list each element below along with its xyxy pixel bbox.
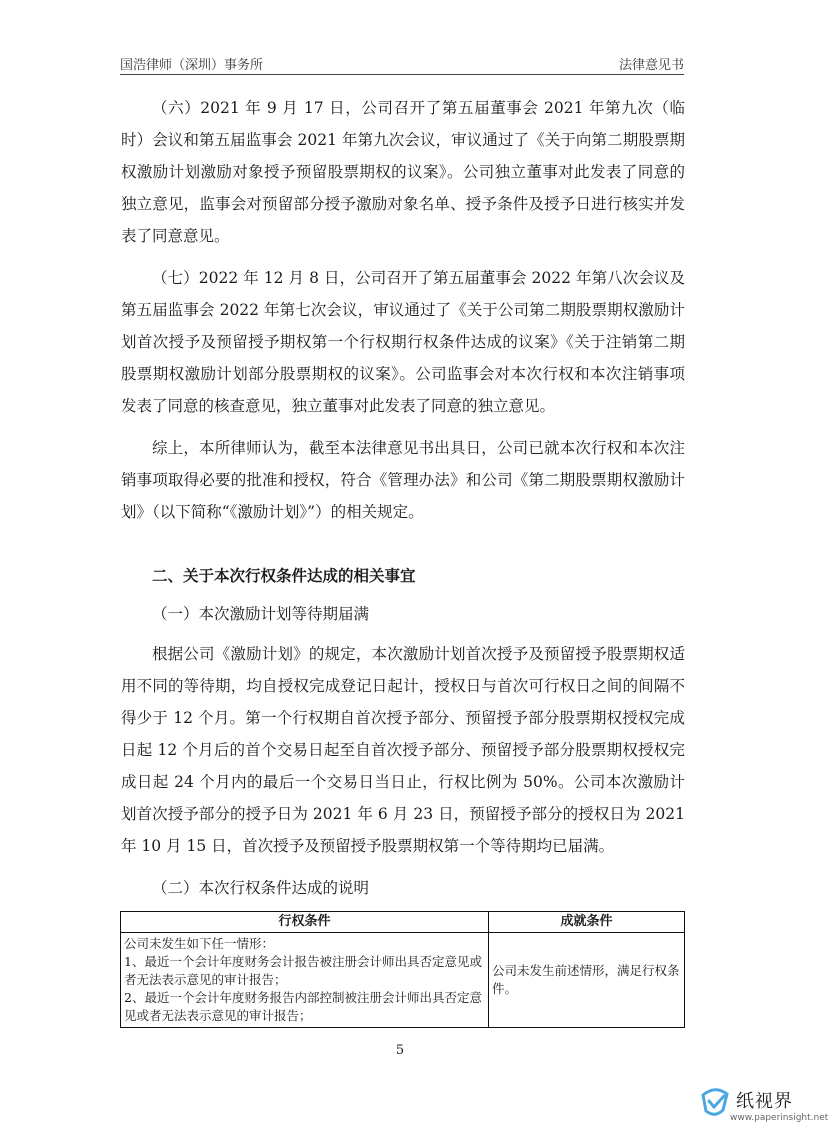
- exercise-conditions-table: [120, 911, 685, 1028]
- table-header-row: [121, 912, 685, 933]
- section-2-heading: 二、关于本次行权条件达成的相关事宜: [152, 567, 416, 585]
- table-row: [121, 933, 685, 1028]
- condition-line: 公司未发生如下任一情形：: [124, 936, 275, 951]
- watermark-url: www.paperinsight.net: [730, 1113, 828, 1123]
- subsection-1-heading: （一）本次激励计划等待期届满: [152, 605, 370, 623]
- paragraph-item-7: （七）2022 年 12 月 8 日，公司召开了第五届董事会 2022 年第八次会议及第五届监事会 2022 年第七次会议，审议通过了《关于公司第二期股票期权激励计划首次授予及预留授予期权第一个行权期行权条件达成的议案》《关于注销第二期股票期权激励计划部分股票期权的议案》。公司监事会对本次行权和本次注销事项发表了同意的核查意见，独立董事对此发表了同意的独立意见。: [121, 269, 685, 415]
- paperinsight-logo-icon: [698, 1085, 732, 1119]
- header-doc-type: 法律意见书: [618, 58, 684, 73]
- paragraph-item-6: （六）2021 年 9 月 17 日，公司召开了第五届董事会 2021 年第九次（临时）会议和第五届监事会 2021 年第九次会议，审议通过了《关于向第二期股票期权激励计划激励对象授予预留股票期权的议案》。公司独立董事对此发表了同意的独立意见，监事会对预留部分授予激励对象名单、授予条件及授予日进行核实并发表了同意意见。: [121, 99, 685, 245]
- condition-line: 2、最近一个会计年度财务报告内部控制被注册会计师出具否定意见或者无法表示意见的审计报告；: [124, 990, 482, 1023]
- page-number: 5: [395, 1043, 405, 1058]
- achievement-cell: 公司未发生前述情形，满足行权条件。: [489, 933, 685, 1028]
- section-2-paragraph: 根据公司《激励计划》的规定，本次激励计划首次授予及预留授予股票期权适用不同的等待期，均自授权完成登记日起计，授权日与首次可行权日之间的间隔不得少于 12 个月。第一个行权期自首次授予部分、预留授予部分股票期权授权完成日起 12 个月后的首个交易日起至自首次授予部分、预留授予部分股票期权授权完成日起 24 个月内的最后一个交易日当日止，行权比例为 50%。公司本次激励计划首次授予部分的授予日为 2021 年 6 月 23 日，预留授予部分的授权日为 2021 年 10 月 15 日，首次授予及预留授予股票期权第一个等待期均已届满。: [121, 645, 685, 855]
- table-header-achievement: 成就条件: [489, 912, 685, 933]
- table-header-condition: 行权条件: [121, 912, 489, 933]
- watermark-name: 纸视界: [736, 1091, 793, 1112]
- page-header: [120, 52, 684, 75]
- document-body: [121, 92, 685, 912]
- header-firm-name: 国浩律师（深圳）事务所: [120, 58, 264, 73]
- watermark: [692, 1085, 828, 1127]
- condition-line: 1、最近一个会计年度财务会计报告被注册会计师出具否定意见或者无法表示意见的审计报告；: [124, 954, 482, 987]
- paragraph-summary: 综上，本所律师认为，截至本法律意见书出具日，公司已就本次行权和本次注销事项取得必要的批准和授权，符合《管理办法》和公司《第二期股票期权激励计划》（以下简称“《激励计划》”）的相关规定。: [121, 439, 685, 521]
- condition-cell: [121, 933, 489, 1028]
- subsection-2-heading: （二）本次行权条件达成的说明: [152, 879, 370, 897]
